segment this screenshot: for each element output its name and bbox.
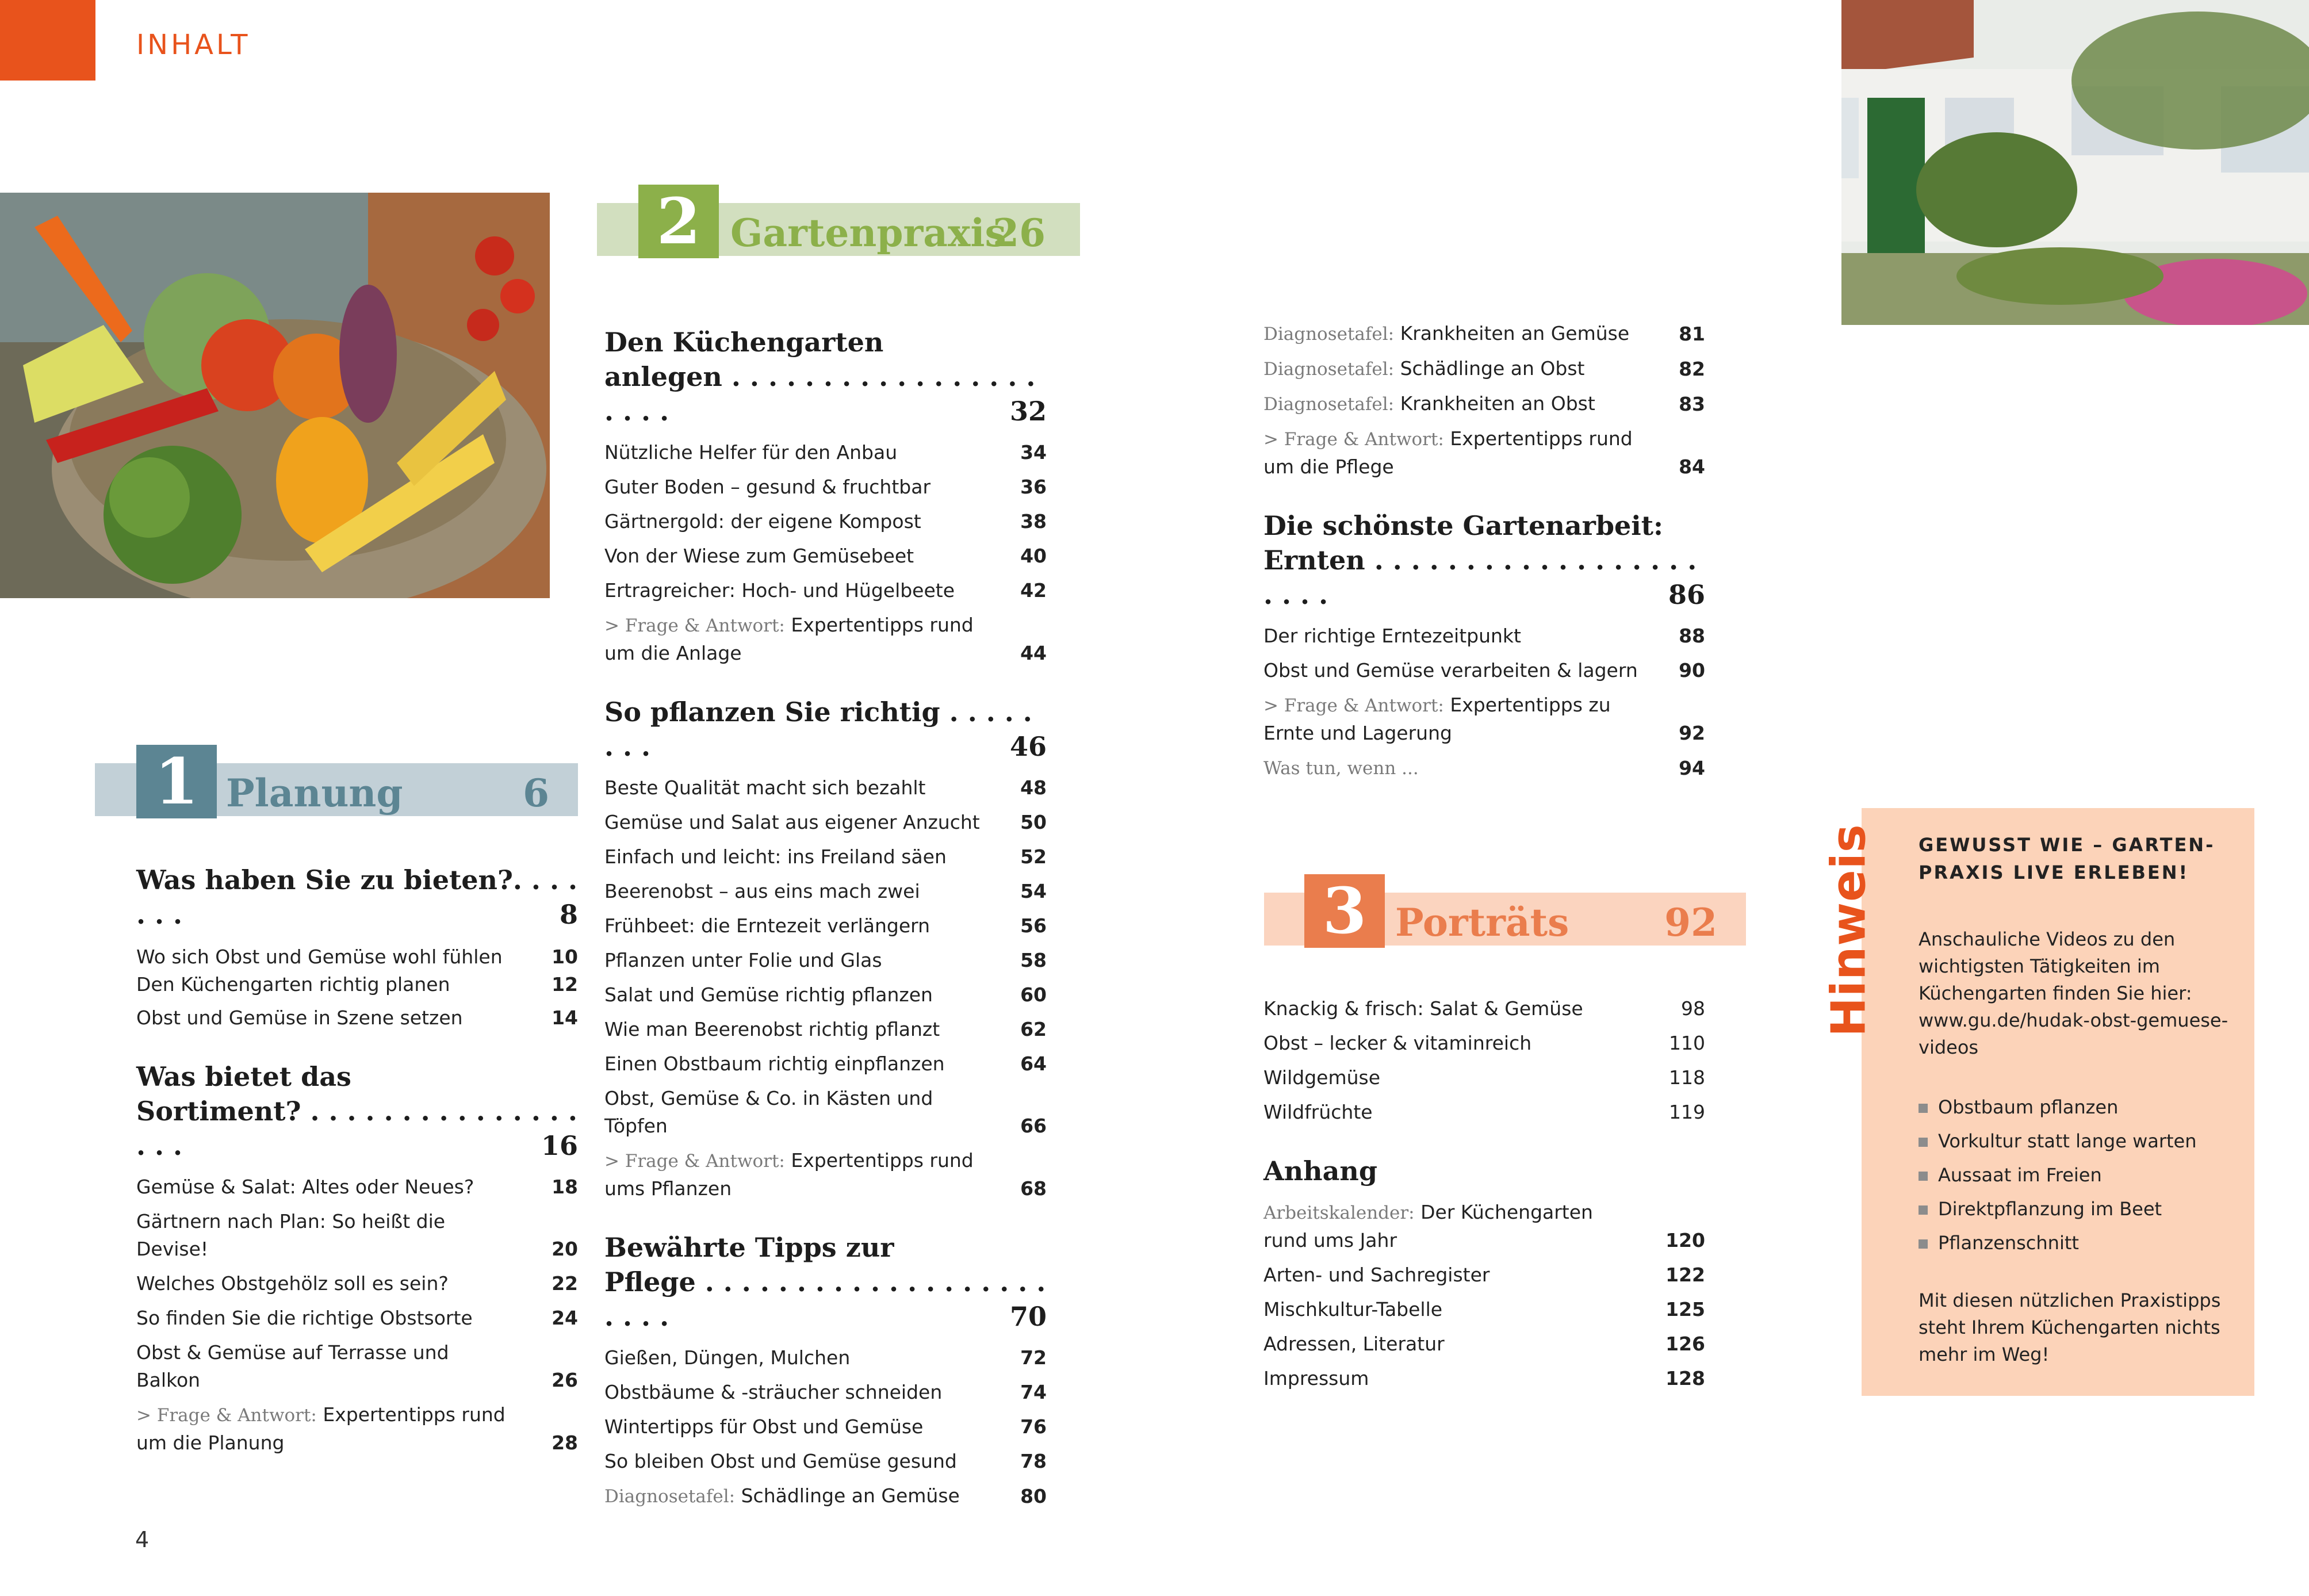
- hinweis-video-list: [1919, 1090, 2241, 1260]
- toc-entry[interactable]: So finden Sie die richtige Obstsorte 24: [136, 1307, 578, 1329]
- hinweis-list-item: Pflanzenschnitt: [1919, 1226, 2241, 1260]
- toc-section-heading[interactable]: Den Küchengarten anlegen . . . . . . . . . . . . . . . . . . . . . 32: [604, 325, 1047, 428]
- chapter-2-title: Gartenpraxis: [730, 210, 1006, 255]
- toc-entry[interactable]: Beste Qualität macht sich bezahlt 48: [604, 776, 1047, 799]
- chapter-3-number: 3: [1304, 874, 1385, 948]
- chapter-3-page: 92: [1664, 900, 1717, 945]
- toc-entry[interactable]: Arbeitskalender: Der Küchengarten rund ums Jahr 120: [1263, 1201, 1705, 1251]
- toc-section-heading[interactable]: Bewährte Tipps zur Pflege . . . . . . . . . . . . . . . . . . . . . . . 70: [604, 1230, 1047, 1334]
- toc-section-heading[interactable]: Was bietet das Sortiment? . . . . . . . . . . . . . . . . . . 16: [136, 1059, 578, 1163]
- toc-section-heading[interactable]: Anhang: [1263, 1155, 1377, 1187]
- toc-section-heading[interactable]: Was haben Sie zu bieten?. . . . . . . 8: [136, 863, 578, 932]
- toc-entry[interactable]: Ertragreicher: Hoch- und Hügelbeete 42: [604, 579, 1047, 602]
- hinweis-outro: Mit diesen nützlichen Praxistipps steht Ihrem Küchengarten nichts mehr im Weg!: [1919, 1289, 2221, 1365]
- toc-entry[interactable]: Der richtige Erntezeitpunkt 88: [1263, 625, 1705, 647]
- toc-entry[interactable]: Was tun, wenn ... 94: [1263, 757, 1705, 779]
- hinweis-label: Hinweis: [1821, 824, 1877, 1037]
- toc-entry[interactable]: Mischkultur-Tabelle 125: [1263, 1298, 1705, 1321]
- chapter-3-title: Porträts: [1395, 900, 1569, 945]
- page-number: 4: [135, 1527, 150, 1552]
- toc-portraets-list: [1263, 995, 1705, 1392]
- toc-entry[interactable]: Gemüse & Salat: Altes oder Neues? 18: [136, 1176, 578, 1198]
- toc-entry[interactable]: Diagnosetafel: Krankheiten an Obst 83: [1263, 392, 1705, 415]
- toc-entry[interactable]: Gärtnergold: der eigene Kompost 38: [604, 510, 1047, 533]
- toc-entry[interactable]: Nützliche Helfer für den Anbau 34: [604, 441, 1047, 464]
- toc-entry[interactable]: Guter Boden – gesund & fruchtbar 36: [604, 476, 1047, 498]
- toc-section-heading[interactable]: So pflanzen Sie richtig . . . . . . . . 46: [604, 695, 1047, 764]
- chapter-2-number: 2: [638, 185, 719, 258]
- chapter-1-bar: [95, 744, 578, 818]
- toc-entry[interactable]: Impressum 128: [1263, 1367, 1705, 1390]
- toc-column-1: [136, 863, 578, 1457]
- toc-entry[interactable]: Gärtnern nach Plan: So heißt die Devise! 20: [136, 1210, 578, 1260]
- toc-entry[interactable]: Arten- und Sachregister 122: [1263, 1264, 1705, 1286]
- hinweis-list-item: Aussaat im Freien: [1919, 1158, 2241, 1192]
- toc-entry[interactable]: > Frage & Antwort: Expertentipps zu Ernte und Lagerung 92: [1263, 694, 1705, 744]
- toc-entry[interactable]: Wo sich Obst und Gemüse wohl fühlen 10: [136, 946, 578, 968]
- toc-entry[interactable]: Einfach und leicht: ins Freiland säen 52: [604, 845, 1047, 868]
- toc-entry[interactable]: Obstbäume & -sträucher schneiden 74: [604, 1381, 1047, 1403]
- vegetable-basket-photo: [0, 193, 550, 598]
- toc-entry[interactable]: Obst & Gemüse auf Terrasse und Balkon 26: [136, 1341, 578, 1391]
- toc-entry[interactable]: > Frage & Antwort: Expertentipps rund ums Pflanzen 68: [604, 1149, 1047, 1200]
- toc-entry[interactable]: Wildgemüse 118: [1263, 1066, 1705, 1089]
- toc-entry[interactable]: Obst – lecker & vitaminreich 110: [1263, 1032, 1705, 1054]
- toc-entry[interactable]: > Frage & Antwort: Expertentipps rund um die Pflege 84: [1263, 427, 1705, 478]
- toc-entry[interactable]: Von der Wiese zum Gemüsebeet 40: [604, 545, 1047, 567]
- hinweis-list-item: Vorkultur statt lange warten: [1919, 1124, 2241, 1158]
- toc-entry[interactable]: Adressen, Literatur 126: [1263, 1333, 1705, 1355]
- hinweis-heading: GEWUSST WIE – GARTEN-PRAXIS LIVE ERLEBEN!: [1919, 834, 2215, 883]
- cottage-photo: [1841, 0, 2309, 325]
- toc-entry[interactable]: Wildfrüchte 119: [1263, 1101, 1705, 1123]
- toc-entry[interactable]: > Frage & Antwort: Expertentipps rund um die Planung 28: [136, 1403, 578, 1454]
- toc-column-2: [604, 325, 1047, 1510]
- chapter-1-number: 1: [136, 745, 217, 818]
- chapter-2-bar: [597, 184, 1080, 258]
- chapter-1-title: Planung: [226, 771, 403, 816]
- toc-entry[interactable]: Obst und Gemüse in Szene setzen 14: [136, 1006, 578, 1029]
- hinweis-list-item: Direktpflanzung im Beet: [1919, 1192, 2241, 1226]
- hinweis-list-item: Obstbaum pflanzen: [1919, 1090, 2241, 1124]
- toc-entry[interactable]: Beerenobst – aus eins mach zwei 54: [604, 880, 1047, 902]
- toc-entry[interactable]: Pflanzen unter Folie und Glas 58: [604, 949, 1047, 971]
- toc-section-heading[interactable]: Die schönste Gartenarbeit: Ernten . . . . . . . . . . . . . . . . . . . . . . 86: [1263, 508, 1705, 612]
- toc-entry[interactable]: > Frage & Antwort: Expertentipps rund um die Anlage 44: [604, 614, 1047, 664]
- toc-entry[interactable]: Diagnosetafel: Schädlinge an Gemüse 80: [604, 1484, 1047, 1507]
- toc-entry[interactable]: Salat und Gemüse richtig pflanzen 60: [604, 983, 1047, 1006]
- toc-entry[interactable]: Gießen, Düngen, Mulchen 72: [604, 1346, 1047, 1369]
- toc-entry[interactable]: Wie man Beerenobst richtig pflanzt 62: [604, 1018, 1047, 1040]
- toc-entry[interactable]: Frühbeet: die Erntezeit verlängern 56: [604, 914, 1047, 937]
- toc-entry[interactable]: So bleiben Obst und Gemüse gesund 78: [604, 1450, 1047, 1472]
- toc-entry[interactable]: Diagnosetafel: Schädlinge an Obst 82: [1263, 357, 1705, 380]
- hinweis-intro: Anschauliche Videos zu den wichtigsten Tätigkeiten im Küchengarten finden Sie hier: www.gu.de/hudak-obst-gemuese-videos: [1919, 928, 2228, 1058]
- toc-entry[interactable]: Obst und Gemüse verarbeiten & lagern 90: [1263, 659, 1705, 682]
- corner-accent: [0, 0, 95, 81]
- section-label: INHALT: [136, 29, 251, 61]
- toc-entry[interactable]: Welches Obstgehölz soll es sein? 22: [136, 1272, 578, 1295]
- toc-column-3: [1263, 320, 1705, 782]
- toc-entry[interactable]: Obst, Gemüse & Co. in Kästen und Töpfen 66: [604, 1087, 1047, 1137]
- chapter-2-page: 26: [993, 210, 1046, 255]
- chapter-1-page: 6: [523, 771, 549, 816]
- toc-entry[interactable]: Knackig & frisch: Salat & Gemüse 98: [1263, 997, 1705, 1020]
- toc-entry[interactable]: Gemüse und Salat aus eigener Anzucht 50: [604, 811, 1047, 833]
- toc-entry[interactable]: Den Küchengarten richtig planen 12: [136, 973, 578, 996]
- toc-entry[interactable]: Wintertipps für Obst und Gemüse 76: [604, 1415, 1047, 1438]
- toc-entry[interactable]: Einen Obstbaum richtig einpflanzen 64: [604, 1052, 1047, 1075]
- toc-entry[interactable]: Diagnosetafel: Krankheiten an Gemüse 81: [1263, 322, 1705, 345]
- chapter-3-bar: [1264, 874, 1746, 948]
